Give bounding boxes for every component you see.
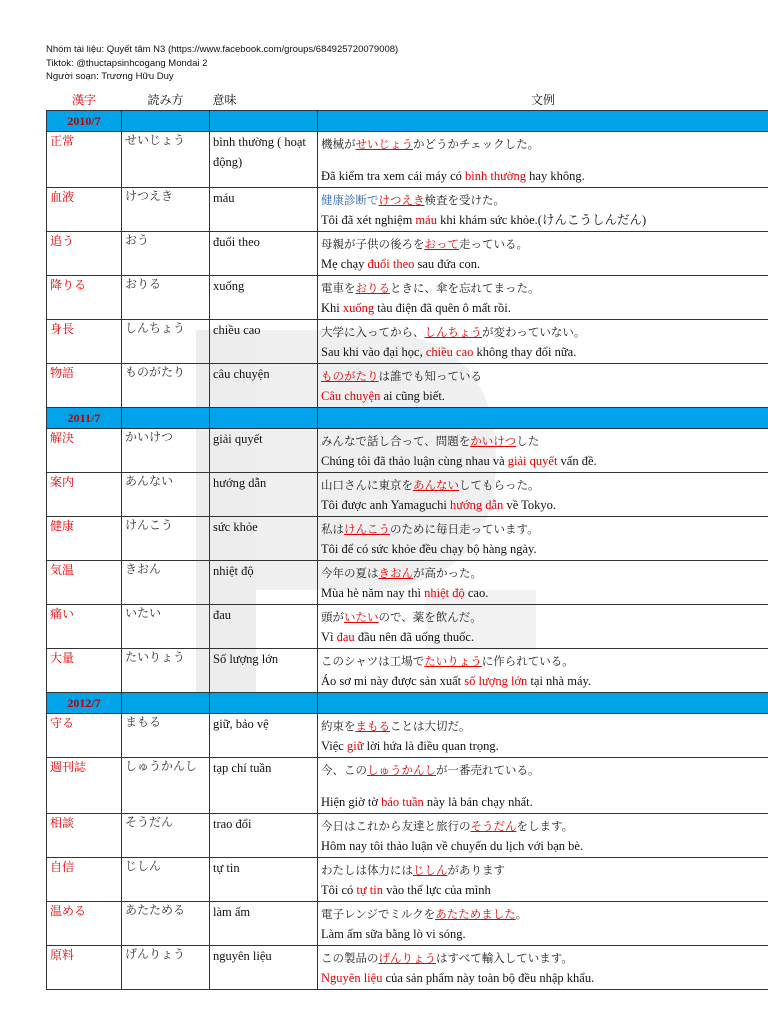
example-japanese-highlight: かいけつ: [470, 434, 517, 448]
year-row-cell: [318, 693, 768, 714]
example-japanese-text: に作られている。: [481, 654, 574, 668]
example-japanese-text: は誰でも知っている: [378, 369, 482, 383]
vocab-row: [47, 814, 768, 858]
example-cell: [318, 429, 768, 473]
meaning-cell: câu chuyện: [210, 364, 318, 408]
kanji-cell: 自信: [47, 858, 122, 902]
kanji-cell: 身長: [47, 320, 122, 364]
example-vietnamese-text: Khi: [321, 301, 343, 315]
example-japanese-text: があります: [447, 863, 505, 877]
example-japanese-highlight: あたためました: [435, 907, 516, 921]
example-japanese-text: 私は: [321, 522, 344, 536]
example-japanese-highlight: いたい: [344, 610, 379, 624]
example-vietnamese-highlight: máu: [415, 213, 437, 227]
example-vietnamese-text: này là bán chạy nhất.: [423, 795, 533, 809]
example-japanese-highlight: ものがたり: [321, 369, 379, 383]
kanji-cell: 追う: [47, 232, 122, 276]
example-japanese-text: が変わっていない。: [482, 325, 586, 339]
meaning-cell: sức khỏe: [210, 517, 318, 561]
meaning-cell: làm ấm: [210, 902, 318, 946]
example-japanese: [321, 517, 765, 540]
example-japanese-text: ことは大切だ。: [390, 719, 471, 733]
example-japanese: [321, 561, 765, 584]
example-vietnamese-text: vào thể lực của mình: [383, 883, 491, 897]
year-row-cell: [210, 408, 318, 429]
example-japanese-text: 頭が: [321, 610, 344, 624]
example-vietnamese: [321, 496, 765, 516]
example-japanese: [321, 714, 765, 737]
reading-cell: けんこう: [122, 517, 210, 561]
vocabulary-table: [46, 88, 768, 990]
example-japanese: [321, 276, 765, 299]
example-japanese-highlight: けんこう: [344, 522, 390, 536]
meaning-cell: nhiệt độ: [210, 561, 318, 605]
example-vietnamese-highlight: báo tuần: [381, 795, 424, 809]
example-japanese-text: 走っている。: [459, 237, 528, 251]
column-header-kanji: 漢字: [71, 92, 96, 107]
vocab-row: [47, 188, 768, 232]
example-japanese-text: 山口さんに東京を: [321, 478, 413, 492]
kanji-cell: 健康: [47, 517, 122, 561]
year-row: [47, 693, 768, 714]
example-vietnamese-text: Hôm nay tôi thảo luận về chuyến du lịch với bạn bè.: [321, 839, 584, 853]
example-cell: [318, 473, 768, 517]
meaning-cell: giải quyết: [210, 429, 318, 473]
example-vietnamese-highlight: số lượng lớn: [464, 674, 528, 688]
meaning-cell: xuống: [210, 276, 318, 320]
example-cell: [318, 188, 768, 232]
reading-cell: おう: [122, 232, 210, 276]
example-japanese-text: をします。: [516, 819, 574, 833]
example-japanese: [321, 814, 765, 837]
year-label: 2011/7: [47, 408, 122, 429]
year-row-cell: [122, 111, 210, 132]
vocab-row: [47, 758, 768, 814]
example-vietnamese-highlight: bình thường: [465, 169, 527, 183]
example-vietnamese-text: Vì: [321, 630, 337, 644]
vocab-row: [47, 605, 768, 649]
example-vietnamese: [321, 584, 765, 604]
example-cell: [318, 276, 768, 320]
example-vietnamese: [321, 837, 765, 857]
example-vietnamese: [321, 343, 765, 363]
example-japanese-highlight: そうだん: [470, 819, 517, 833]
example-vietnamese-text: Tôi được anh Yamaguchi: [321, 498, 450, 512]
example-vietnamese-highlight: chiều cao: [425, 345, 474, 359]
example-japanese: [321, 364, 765, 387]
example-japanese: [321, 649, 765, 672]
example-vietnamese-text: Tôi có: [321, 883, 357, 897]
column-header-meaning: 意味: [212, 92, 237, 107]
example-vietnamese-highlight: nhiệt độ: [424, 586, 465, 600]
meaning-cell: đuổi theo: [210, 232, 318, 276]
example-vietnamese-text: cao.: [464, 586, 489, 600]
example-vietnamese-text: Sau khi vào đại học,: [321, 345, 426, 359]
example-japanese-text: してもらった。: [459, 478, 540, 492]
example-japanese: [321, 902, 765, 925]
meaning-cell: tự tin: [210, 858, 318, 902]
example-vietnamese-text: Chúng tôi đã thảo luận cùng nhau và: [321, 454, 508, 468]
example-japanese-text: のために毎日走っています。: [390, 522, 539, 536]
vocab-row: [47, 429, 768, 473]
reading-cell: たいりょう: [122, 649, 210, 693]
example-japanese-highlight: しゅうかんし: [367, 763, 436, 777]
example-vietnamese-text: Tôi đã xét nghiệm: [321, 213, 416, 227]
example-vietnamese-highlight: Nguyên liệu: [321, 971, 383, 985]
example-cell: [318, 561, 768, 605]
year-row-cell: [318, 111, 768, 132]
example-japanese-highlight: じしん: [413, 863, 448, 877]
kanji-cell: 正常: [47, 132, 122, 188]
example-japanese-text: 約束を: [321, 719, 356, 733]
example-japanese-text: 検査を受けた。: [424, 193, 505, 207]
example-vietnamese-text: Đã kiểm tra xem cái máy có: [321, 169, 466, 183]
column-header-example: 文例: [530, 92, 555, 107]
example-vietnamese: [321, 167, 765, 187]
table-header-row: [47, 88, 768, 111]
example-vietnamese-text: sau đứa con.: [414, 257, 481, 271]
example-vietnamese-text: tại nhà máy.: [527, 674, 592, 688]
example-cell: [318, 605, 768, 649]
example-vietnamese-highlight: đau: [336, 630, 355, 644]
example-japanese-text: が一番売れている。: [436, 763, 540, 777]
example-vietnamese-highlight: đuổi theo: [367, 257, 415, 271]
example-japanese: [321, 132, 765, 167]
example-vietnamese-text: Hiện giờ tờ: [321, 795, 382, 809]
example-cell: [318, 758, 768, 814]
example-vietnamese-text: Làm ấm sữa bằng lò vi sóng.: [321, 927, 466, 941]
meaning-cell: Số lượng lớn: [210, 649, 318, 693]
example-japanese-text: わたしは体力には: [321, 863, 413, 877]
vocab-row: [47, 858, 768, 902]
vocab-row: [47, 902, 768, 946]
example-japanese-highlight: あんない: [413, 478, 459, 492]
example-japanese: [321, 429, 765, 452]
document-header: [46, 43, 398, 84]
example-japanese-highlight: おって: [424, 237, 459, 251]
year-row-cell: [210, 693, 318, 714]
example-vietnamese: [321, 387, 765, 407]
example-vietnamese: [321, 969, 765, 989]
example-japanese-text: した: [516, 434, 540, 448]
example-vietnamese-highlight: xuống: [342, 301, 375, 315]
example-vietnamese: [321, 672, 765, 692]
example-vietnamese-text: vấn đề.: [557, 454, 597, 468]
kanji-cell: 原料: [47, 946, 122, 990]
example-vietnamese-highlight: giải quyết: [507, 454, 558, 468]
kanji-cell: 痛い: [47, 605, 122, 649]
example-cell: [318, 858, 768, 902]
example-japanese-highlight: おりる: [355, 281, 390, 295]
year-row-cell: [210, 111, 318, 132]
example-vietnamese-highlight: giữ: [346, 739, 364, 753]
example-vietnamese-text: Việc: [321, 739, 347, 753]
example-japanese-text: かどうかチェックした。: [413, 137, 540, 151]
example-cell: [318, 232, 768, 276]
example-japanese-text: が高かった。: [413, 566, 482, 580]
example-vietnamese-text: của sản phẩm này toàn bộ đều nhập khẩu.: [382, 971, 595, 985]
example-japanese-text: このシャツは工場で: [321, 654, 425, 668]
example-vietnamese-text: Tôi để có sức khỏe đều chạy bộ hàng ngày.: [321, 542, 537, 556]
header-author-line: Người soạn: Trương Hữu Duy: [46, 71, 174, 82]
reading-cell: ものがたり: [122, 364, 210, 408]
example-vietnamese-text: khi khám sức khỏe.(けんこうしんだん): [436, 213, 647, 227]
kanji-cell: 血液: [47, 188, 122, 232]
table-body: [47, 111, 768, 990]
example-vietnamese: [321, 881, 765, 901]
example-vietnamese: [321, 255, 765, 275]
example-vietnamese-text: Mùa hè năm nay thì: [321, 586, 425, 600]
example-vietnamese-text: lời hứa là điều quan trọng.: [363, 739, 499, 753]
kanji-cell: 気温: [47, 561, 122, 605]
example-vietnamese: [321, 211, 765, 231]
example-vietnamese-text: đầu nên đã uống thuốc.: [354, 630, 475, 644]
example-japanese: [321, 232, 765, 255]
year-row-cell: [122, 693, 210, 714]
example-vietnamese: [321, 299, 765, 319]
example-japanese-text: 母親が子供の後ろを: [321, 237, 425, 251]
example-japanese-highlight: せいじょう: [355, 137, 413, 151]
year-row: [47, 408, 768, 429]
reading-cell: せいじょう: [122, 132, 210, 188]
example-vietnamese-text: không thay đổi nữa.: [473, 345, 577, 359]
example-vietnamese-text: Áo sơ mi này được sản xuất: [321, 674, 465, 688]
reading-cell: そうだん: [122, 814, 210, 858]
vocab-row: [47, 132, 768, 188]
reading-cell: かいけつ: [122, 429, 210, 473]
vocab-row: [47, 320, 768, 364]
example-cell: [318, 814, 768, 858]
example-japanese: [321, 188, 765, 211]
example-vietnamese: [321, 540, 765, 560]
example-cell: [318, 364, 768, 408]
example-japanese-text: この製品の: [321, 951, 379, 965]
year-label: 2012/7: [47, 693, 122, 714]
example-japanese-highlight: けつえき: [378, 193, 425, 207]
meaning-cell: máu: [210, 188, 318, 232]
kanji-cell: 物語: [47, 364, 122, 408]
vocab-row: [47, 517, 768, 561]
meaning-cell: bình thường ( hoạt động): [210, 132, 318, 188]
example-cell: [318, 320, 768, 364]
example-vietnamese-text: tàu điện đã quên ô mất rồi.: [374, 301, 511, 315]
vocab-row: [47, 561, 768, 605]
vocab-row: [47, 946, 768, 990]
example-japanese: [321, 858, 765, 881]
example-japanese-highlight: たいりょう: [424, 654, 482, 668]
vocab-row: [47, 232, 768, 276]
example-vietnamese-text: Mẹ chạy: [321, 257, 368, 271]
kanji-cell: 大量: [47, 649, 122, 693]
reading-cell: しゅうかんし: [122, 758, 210, 814]
example-vietnamese: [321, 793, 765, 813]
example-japanese-text: 今、この: [321, 763, 367, 777]
example-japanese-text: 機械が: [321, 137, 356, 151]
example-cell: [318, 714, 768, 758]
year-row-cell: [318, 408, 768, 429]
example-cell: [318, 902, 768, 946]
example-vietnamese-highlight: Câu chuyện: [321, 389, 381, 403]
example-vietnamese-highlight: hướng dẫn: [450, 498, 504, 512]
example-japanese: [321, 320, 765, 343]
example-japanese-text: ときに、傘を忘れてまった。: [390, 281, 540, 295]
year-label: 2010/7: [47, 111, 122, 132]
example-japanese-text: 今日はこれから友達と旅行の: [321, 819, 471, 833]
example-japanese-text: 大学に入ってから、: [321, 325, 425, 339]
example-vietnamese: [321, 452, 765, 472]
example-japanese-text: 電子レンジでミルクを: [321, 907, 436, 921]
meaning-cell: tạp chí tuần: [210, 758, 318, 814]
meaning-cell: chiều cao: [210, 320, 318, 364]
example-cell: [318, 132, 768, 188]
year-row: [47, 111, 768, 132]
vocab-row: [47, 276, 768, 320]
example-japanese-highlight: きおん: [378, 566, 413, 580]
reading-cell: きおん: [122, 561, 210, 605]
example-japanese-text: 今年の夏は: [321, 566, 379, 580]
meaning-cell: nguyên liệu: [210, 946, 318, 990]
example-vietnamese-highlight: tự tin: [356, 883, 383, 897]
reading-cell: おりる: [122, 276, 210, 320]
example-japanese-text: ので、薬を飲んだ。: [378, 610, 482, 624]
kanji-cell: 解決: [47, 429, 122, 473]
example-vietnamese-text: về Tokyo.: [503, 498, 557, 512]
example-vietnamese: [321, 628, 765, 648]
example-japanese-highlight: げんりょう: [378, 951, 436, 965]
header-tiktok-line: Tiktok: @thuctapsinhcogang Mondai 2: [46, 57, 208, 69]
example-vietnamese-text: ai cũng biết.: [380, 389, 445, 403]
kanji-cell: 守る: [47, 714, 122, 758]
meaning-cell: giữ, bảo vệ: [210, 714, 318, 758]
example-japanese-text: 電車を: [321, 281, 356, 295]
example-japanese-text: 健康診断で: [321, 193, 379, 207]
vocab-row: [47, 714, 768, 758]
example-japanese: [321, 758, 765, 793]
reading-cell: いたい: [122, 605, 210, 649]
vocab-row: [47, 649, 768, 693]
example-japanese: [321, 473, 765, 496]
header-group-line: Nhóm tài liệu: Quyết tâm N3 (https://www.facebook.com/groups/684925720079008): [46, 44, 399, 55]
kanji-cell: 降りる: [47, 276, 122, 320]
reading-cell: まもる: [122, 714, 210, 758]
year-row-cell: [122, 408, 210, 429]
example-japanese: [321, 946, 765, 969]
reading-cell: あんない: [122, 473, 210, 517]
example-vietnamese: [321, 737, 765, 757]
example-cell: [318, 649, 768, 693]
meaning-cell: hướng dẫn: [210, 473, 318, 517]
example-japanese-text: 。: [515, 907, 528, 921]
example-vietnamese: [321, 925, 765, 945]
column-header-reading: 読み方: [147, 92, 184, 107]
example-japanese-highlight: しんちょう: [424, 325, 482, 339]
kanji-cell: 相談: [47, 814, 122, 858]
meaning-cell: trao đổi: [210, 814, 318, 858]
reading-cell: じしん: [122, 858, 210, 902]
kanji-cell: 温める: [47, 902, 122, 946]
example-vietnamese-text: hay không.: [526, 169, 585, 183]
vocab-row: [47, 473, 768, 517]
example-japanese-text: みんなで話し合って、問題を: [321, 434, 471, 448]
example-cell: [318, 517, 768, 561]
kanji-cell: 案内: [47, 473, 122, 517]
kanji-cell: 週刊誌: [47, 758, 122, 814]
example-japanese-text: はすべて輸入しています。: [436, 951, 573, 965]
reading-cell: けつえき: [122, 188, 210, 232]
reading-cell: しんちょう: [122, 320, 210, 364]
reading-cell: あたためる: [122, 902, 210, 946]
vocab-row: [47, 364, 768, 408]
example-japanese-highlight: まもる: [355, 719, 390, 733]
example-japanese: [321, 605, 765, 628]
meaning-cell: đau: [210, 605, 318, 649]
reading-cell: げんりょう: [122, 946, 210, 990]
example-cell: [318, 946, 768, 990]
